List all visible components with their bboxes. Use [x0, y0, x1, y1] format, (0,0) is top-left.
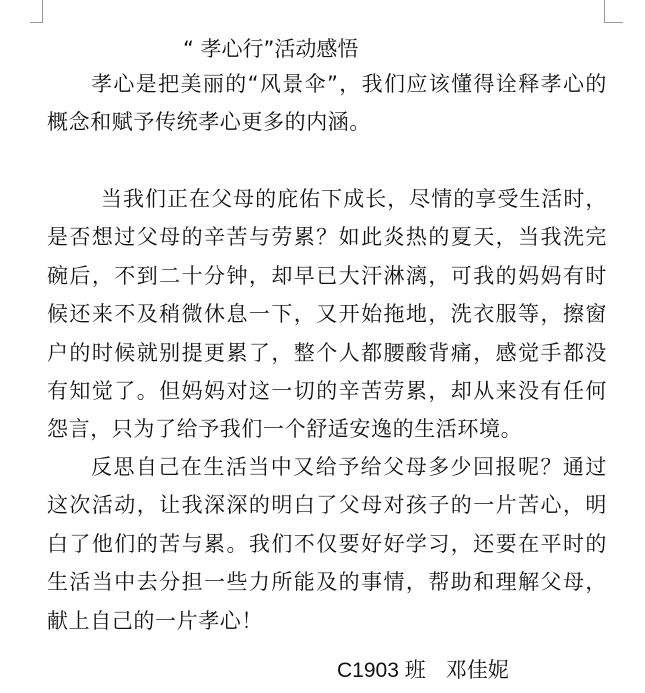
page-corner-mark-left — [30, 0, 43, 23]
signature-line — [337, 654, 509, 684]
paragraph-2: 当我们正在父母的庇佑下成长，尽情的享受生活时，是否想过父母的辛苦与劳累？如此炎热的夏天，当我洗完碗后，不到二十分钟，却早已大汗淋漓，可我的妈妈有时候还来不及稍微休息一下，又开始拖地，洗衣服等，擦窗户的时候就别提更累了，整个人都腰酸背痛，感觉手都没有知觉了。但妈妈对这一切的辛苦劳累，却从来没有任何怨言，只为了给予我们一个舒适安逸的生活环境。 — [47, 187, 607, 442]
paragraph-1: 孝心是把美丽的“风景伞”，我们应该懂得诠释孝心的概念和赋予传统孝心更多的内涵。 — [47, 72, 607, 135]
signature-class: C1903 班 — [337, 659, 426, 682]
page-corner-mark-right — [604, 0, 623, 23]
document-title: “ 孝心行”活动感悟 — [183, 37, 359, 61]
signature-author: 邓佳妮 — [445, 658, 509, 682]
paragraph-3: 反思自己在生活当中又给予给父母多少回报呢？通过这次活动，让我深深的明白了父母对孩子的一片苦心，明白了他们的苦与累。我们不仅要好好学习，还要在平时的生活当中去分担一些力所能及的事情，帮助和理解父母，献上自己的一片孝心！ — [47, 455, 607, 633]
